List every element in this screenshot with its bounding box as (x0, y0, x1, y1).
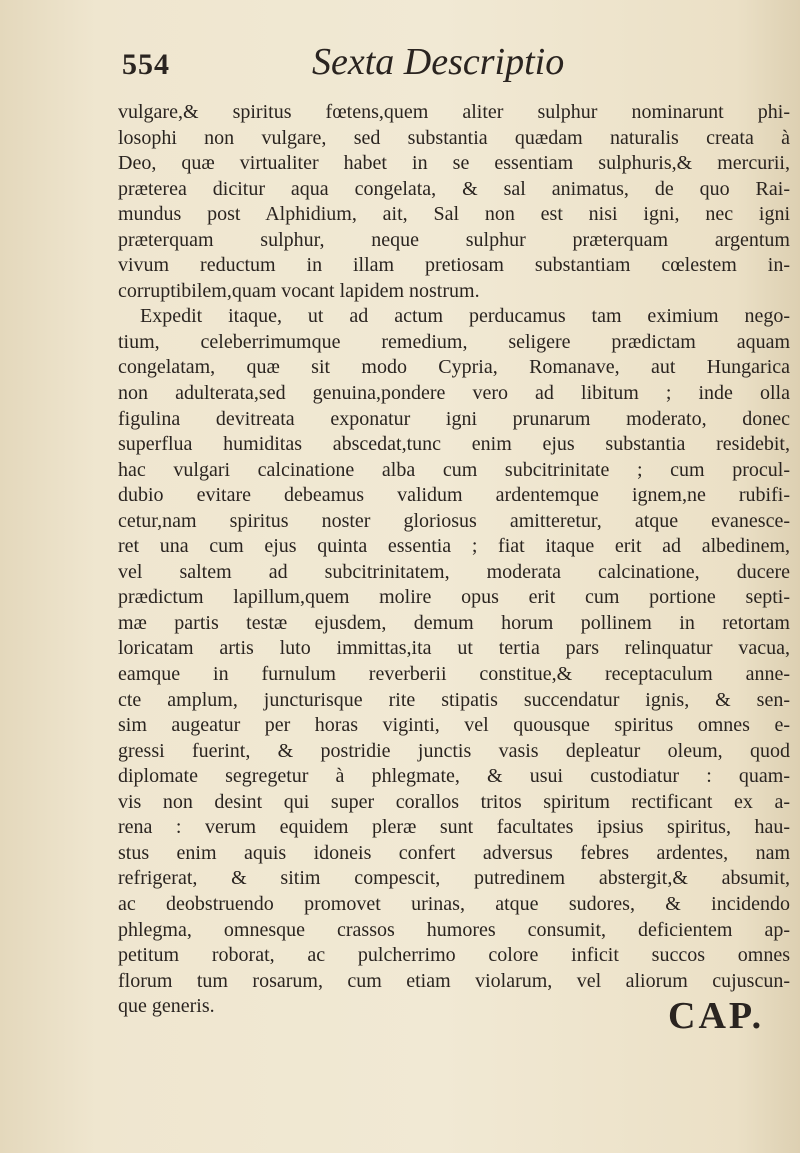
body-text (118, 100, 790, 1020)
text-line: mundus post Alphidium, ait, Sal non est nisi igni, nec igni (118, 203, 790, 226)
text-line: vivum reductum in illam pretiosam substantiam cœlestem in- (118, 254, 790, 277)
text-line: Expedit itaque, ut ad actum perducamus tam eximium nego- (140, 305, 790, 328)
text-line: figulina devitreata exponatur igni prunarum moderato, donec (118, 407, 790, 430)
text-line: rena : verum equidem pleræ sunt facultates ipsius spiritus, hau- (118, 816, 790, 839)
text-line: eamque in furnulum reverberii constitue,& receptaculum anne- (118, 663, 790, 686)
text-line: losophi non vulgare, sed substantia quædam naturalis creata à (118, 126, 790, 149)
text-line: mæ partis testæ ejusdem, demum horum pollinem in retortam (118, 611, 790, 634)
text-line: stus enim aquis idoneis confert adversus febres ardentes, nam (118, 841, 790, 864)
text-line: florum tum rosarum, cum etiam violarum, vel aliorum cujuscun- (118, 969, 790, 992)
text-line: cetur,nam spiritus noster gloriosus amitteretur, atque evanesce- (118, 509, 790, 532)
text-line: diplomate segregetur à phlegmate, & usui custodiatur : quam- (118, 765, 790, 788)
text-line: cte amplum, juncturisque rite stipatis succendatur ignis, & sen- (118, 688, 790, 711)
text-line: sim augeatur per horas viginti, vel quousque spiritus omnes e- (118, 714, 790, 737)
text-line: præterea dicitur aqua congelata, & sal animatus, de quo Rai- (118, 177, 790, 200)
text-line: tium, celeberrimumque remedium, seligere prædictam aquam (118, 330, 790, 353)
text-line: hac vulgari calcinatione alba cum subcitrinitate ; cum procul- (118, 458, 790, 481)
text-line: ac deobstruendo promovet urinas, atque sudores, & incidendo (118, 892, 790, 915)
text-line: Deo, quæ virtualiter habet in se essentiam sulphuris,& mercurii, (118, 152, 790, 175)
text-line: vel saltem ad subcitrinitatem, moderata calcinatione, ducere (118, 560, 790, 583)
text-line: præterquam sulphur, neque sulphur præterquam argentum (118, 228, 790, 251)
text-line: corruptibilem,quam vocant lapidem nostrum. (118, 279, 480, 302)
text-line: dubio evitare debeamus validum ardentemque ignem,ne rubifi- (118, 484, 790, 507)
text-line: ret una cum ejus quinta essentia ; fiat itaque erit ad albedinem, (118, 535, 790, 558)
paragraph (118, 100, 790, 304)
text-line: congelatam, quæ sit modo Cypria, Romanave, aut Hungarica (118, 356, 790, 379)
text-line: refrigerat, & sitim compescit, putredinem abstergit,& absumit, (118, 867, 790, 890)
page-number: 554 (122, 48, 170, 81)
paragraph (118, 304, 790, 1019)
text-line: superflua humiditas abscedat,tunc enim ejus substantia residebit, (118, 433, 790, 456)
text-line: vulgare,& spiritus fœtens,quem aliter sulphur nominarunt phi- (118, 101, 790, 123)
catchword: CAP. (668, 995, 765, 1037)
text-line: petitum roborat, ac pulcherrimo colore inficit succos omnes (118, 944, 790, 967)
text-line: vis non desint qui super corallos tritos spiritum rectificant ex a- (118, 790, 790, 813)
text-line: phlegma, omnesque crassos humores consumit, deficientem ap- (118, 918, 790, 941)
running-title: Sexta Descriptio (312, 41, 565, 83)
text-line: gressi fuerint, & postridie junctis vasis depleatur oleum, quod (118, 739, 790, 762)
page-header (112, 40, 712, 96)
text-line: prædictum lapillum,quem molire opus erit cum portione septi- (118, 586, 790, 609)
text-line: que generis. (118, 995, 215, 1018)
text-line: loricatam artis luto immittas,ita ut tertia pars relinquatur vacua, (118, 637, 790, 660)
text-line: non adulterata,sed genuina,pondere vero ad libitum ; inde olla (118, 382, 790, 405)
